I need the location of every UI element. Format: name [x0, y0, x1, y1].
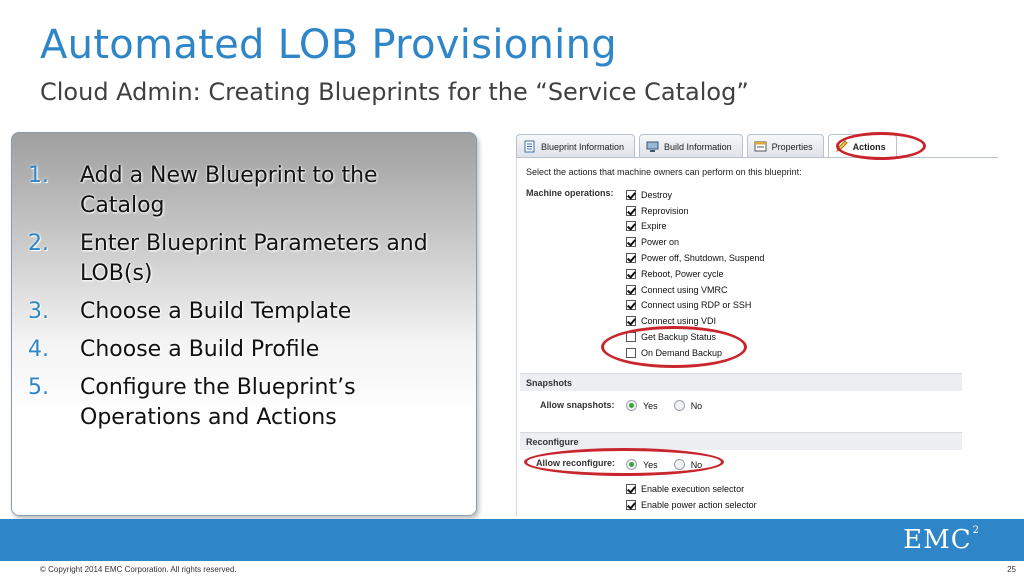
snapshots-no-radio[interactable] — [674, 400, 685, 411]
checkbox-label: Connect using VMRC — [641, 284, 728, 295]
step-text: Enter Blueprint Parameters and LOB(s) — [80, 231, 428, 286]
checkbox-label: Reprovision — [641, 205, 689, 216]
checkbox-label: Expire — [641, 221, 667, 232]
checkbox-checked[interactable] — [626, 190, 636, 200]
document-icon — [523, 140, 536, 153]
slide-subtitle: Cloud Admin: Creating Blueprints for the “Service Catalog” — [40, 78, 749, 106]
logo-superscript: 2 — [972, 525, 980, 536]
checkbox-checked[interactable] — [626, 484, 636, 494]
checkbox-label: On Demand Backup — [641, 347, 723, 358]
reconfigure-highlight-ellipse — [524, 448, 724, 476]
checkbox-checked[interactable] — [626, 206, 636, 216]
checkbox-label: Destroy — [641, 189, 673, 200]
tab-underline — [516, 157, 998, 158]
logo-text: EMC — [903, 525, 972, 555]
reconfigure-section-header: Reconfigure — [520, 432, 962, 450]
power-on-checkbox[interactable] — [626, 234, 764, 250]
step-number: 5. — [28, 375, 49, 400]
step-text: Choose a Build Template — [80, 299, 352, 324]
checkbox-label: Connect using RDP or SSH — [641, 300, 752, 311]
radio-label: No — [690, 400, 703, 411]
step-item — [28, 335, 458, 365]
step-item — [28, 229, 458, 289]
footer-bar — [0, 519, 1024, 561]
tab-label: Build Information — [664, 141, 732, 152]
tab-label: Blueprint Information — [541, 141, 625, 152]
checkbox-label: Reboot, Power cycle — [641, 268, 724, 279]
radio-label: Yes — [643, 400, 658, 411]
tab-label: Actions — [852, 141, 886, 152]
checkbox-checked[interactable] — [626, 237, 636, 247]
properties-icon — [754, 140, 767, 153]
emc-logo — [903, 525, 980, 555]
tab-properties[interactable] — [747, 134, 824, 158]
step-number: 3. — [28, 299, 49, 324]
allow-reconfigure-label: Allow reconfigure: — [536, 458, 616, 468]
radio-label: Yes — [643, 459, 658, 470]
step-number: 4. — [28, 337, 49, 362]
checkbox-label: Connect using VDI — [641, 316, 717, 327]
actions-tab-highlight-ellipse — [836, 132, 926, 160]
reprovision-checkbox[interactable] — [626, 203, 764, 219]
backup-highlight-ellipse — [601, 326, 747, 368]
expire-checkbox[interactable] — [626, 219, 764, 235]
power-action-selector-checkbox[interactable] — [626, 497, 757, 513]
tab-blueprint-information[interactable] — [516, 134, 635, 158]
tab-label: Properties — [771, 141, 813, 152]
step-text: Configure the Blueprint’s Operations and Actions — [80, 375, 356, 430]
checkbox-checked[interactable] — [626, 316, 636, 326]
checkbox-checked[interactable] — [626, 221, 636, 231]
destroy-checkbox[interactable] — [626, 187, 764, 203]
checkbox-label: Power on — [641, 237, 680, 248]
power-off-checkbox[interactable] — [626, 250, 764, 266]
snapshots-section-header: Snapshots — [520, 373, 962, 391]
step-item — [28, 161, 458, 221]
radio-label: No — [690, 459, 703, 470]
step-item — [28, 373, 458, 433]
tab-build-information[interactable] — [639, 134, 743, 158]
content-border — [516, 158, 517, 516]
computer-icon — [646, 140, 659, 153]
checkbox-checked[interactable] — [626, 500, 636, 510]
steps-list — [28, 161, 458, 441]
slide-title: Automated LOB Provisioning — [40, 22, 617, 68]
reboot-checkbox[interactable] — [626, 266, 764, 282]
step-text: Add a New Blueprint to the Catalog — [80, 163, 378, 218]
checkbox-label: Enable power action selector — [641, 499, 757, 510]
checkbox-checked[interactable] — [626, 300, 636, 310]
checkbox-checked[interactable] — [626, 269, 636, 279]
step-item — [28, 297, 458, 327]
checkbox-checked[interactable] — [626, 253, 636, 263]
step-number: 2. — [28, 231, 49, 256]
checkbox-label: Power off, Shutdown, Suspend — [641, 253, 765, 264]
blueprint-actions-screenshot — [504, 128, 998, 516]
checkbox-label: Enable execution selector — [641, 483, 745, 494]
snapshots-radio-group — [626, 400, 702, 411]
checkbox-checked[interactable] — [626, 285, 636, 295]
connect-rdp-ssh-checkbox[interactable] — [626, 298, 764, 314]
reconfigure-options — [626, 481, 757, 513]
page-number: 25 — [1007, 565, 1016, 574]
step-number: 1. — [28, 163, 49, 188]
checkbox-label: Get Backup Status — [641, 332, 717, 343]
allow-snapshots-label: Allow snapshots: — [540, 400, 615, 410]
execution-selector-checkbox[interactable] — [626, 481, 757, 497]
connect-vmrc-checkbox[interactable] — [626, 282, 764, 298]
machine-operations-label: Machine operations: — [526, 188, 614, 198]
step-text: Choose a Build Profile — [80, 337, 320, 362]
copyright-text: © Copyright 2014 EMC Corporation. All rights reserved. — [40, 565, 237, 574]
actions-intro-text: Select the actions that machine owners can perform on this blueprint: — [526, 167, 802, 177]
snapshots-yes-radio[interactable] — [626, 400, 637, 411]
